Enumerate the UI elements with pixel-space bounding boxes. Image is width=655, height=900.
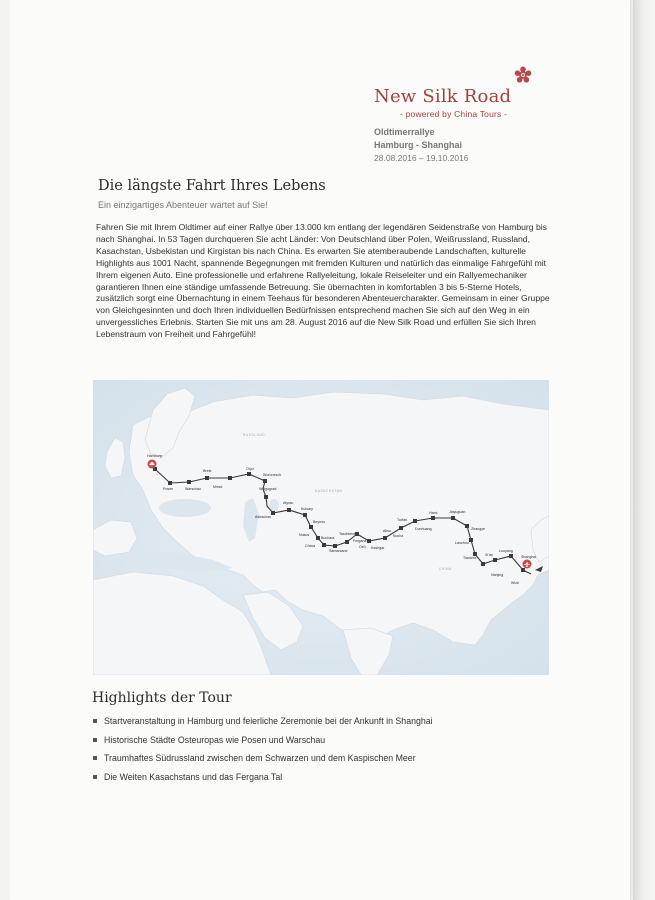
list-item: Traumhaftes Südrussland zwischen dem Schwarzen und dem Kaspischen Meer	[92, 753, 433, 772]
article-title: Die längste Fahrt Ihres Lebens	[98, 178, 326, 194]
city-marker	[187, 480, 191, 484]
city-label: Minsk	[213, 485, 223, 489]
city-marker	[383, 536, 387, 540]
region-label: KASACHSTAN	[315, 489, 343, 493]
list-item: Historische Städte Osteuropas wie Posen und Warschau	[92, 735, 433, 754]
event-name: Oldtimerrallye	[374, 127, 435, 137]
region-label: RUSSLAND	[243, 433, 266, 437]
brand-title: New Silk Road	[374, 86, 512, 107]
city-marker	[264, 495, 268, 499]
city-label: Astrachan	[255, 515, 272, 519]
list-item: Die Weiten Kasachstans und das Fergana Tal	[92, 772, 433, 791]
city-marker	[333, 544, 337, 548]
city-label: Atyrau	[283, 501, 294, 505]
city-label: Jiayuguan	[449, 510, 466, 514]
page-edge-shadow	[633, 0, 655, 900]
city-label: Zhangye	[471, 527, 485, 531]
city-marker	[205, 476, 209, 480]
city-marker	[399, 526, 403, 530]
city-label: Brest	[203, 469, 212, 473]
city-marker	[481, 562, 485, 566]
map-aral-sea	[269, 499, 279, 511]
city-label: Wuxi	[511, 581, 519, 585]
brand-tagline: - powered by China Tours -	[400, 109, 508, 119]
city-label: Kashgar	[371, 546, 385, 550]
city-marker	[303, 513, 307, 517]
city-marker	[521, 568, 525, 572]
city-marker	[271, 511, 275, 515]
city-label: Hami	[429, 511, 438, 515]
event-dates: 28.08.2016 – 19.10.2016	[374, 153, 469, 163]
city-marker	[509, 554, 513, 558]
flower-icon	[514, 66, 532, 84]
city-label: Buchara	[321, 536, 335, 540]
city-marker	[413, 519, 417, 523]
city-label: Turfan	[397, 518, 408, 522]
airplane-icon	[523, 560, 532, 569]
list-item: Startveranstaltung in Hamburg und feierliche Zeremonie bei der Ankunft in Shanghai	[92, 716, 433, 735]
city-marker	[287, 508, 291, 512]
city-label: Lanzhou	[455, 541, 469, 545]
city-label: Luoyang	[499, 549, 513, 553]
city-label: Warschau	[185, 487, 202, 491]
city-marker	[263, 479, 267, 483]
car-icon	[148, 460, 157, 469]
highlights-title: Highlights der Tour	[92, 690, 232, 706]
city-marker	[168, 481, 172, 485]
city-marker	[322, 543, 326, 547]
city-marker	[367, 539, 371, 543]
city-label: Aksu	[383, 529, 391, 533]
highlights-list	[92, 716, 433, 790]
city-marker	[309, 525, 313, 529]
city-label: Woronesch	[263, 473, 282, 477]
route-map-graphic	[93, 380, 549, 675]
city-marker	[493, 558, 497, 562]
city-marker	[228, 476, 232, 480]
city-label: Fergana	[353, 539, 367, 543]
city-label: Nanjing	[491, 573, 504, 577]
route-map	[93, 380, 549, 675]
city-label: Xi'an	[485, 553, 493, 557]
city-label: Wolgograd	[259, 487, 277, 491]
city-label: Shanghai	[521, 555, 537, 559]
city-marker	[345, 540, 349, 544]
city-label: Osh	[359, 545, 366, 549]
city-label: Samarkand	[329, 549, 348, 553]
city-marker	[316, 536, 320, 540]
city-label: Posen	[163, 487, 174, 491]
city-marker	[451, 516, 455, 520]
city-label: Orjol	[246, 467, 254, 471]
city-label: Nukus	[299, 533, 310, 537]
city-label: Beyneu	[313, 520, 326, 524]
city-marker	[469, 538, 473, 542]
city-label: Kucha	[393, 534, 404, 538]
event-route: Hamburg - Shanghai	[374, 140, 463, 150]
city-label: Hamburg	[147, 454, 162, 458]
map-black-sea	[159, 499, 211, 517]
city-label: Tianshui	[463, 556, 477, 560]
city-marker	[247, 472, 251, 476]
article-intro: Fahren Sie mit Ihrem Oldtimer auf einer Rallye über 13.000 km entlang der legendären Seidenstraße von Hamburg bis nach Shanghai. In 53 Tagen durchqueren Sie acht Länder: Von Deutschland über Polen, Weißrussland, Russland, Kasachstan, Usbekistan und Kirgistan bis nach China. Es erwarten Sie atemberaubende Landschaften, kulturelle Highlights aus 1001 Nacht, spannende Begegnungen mit fremden Kulturen und natürlich das einmalige Fahrgefühl mit Ihrem eigenen Auto. Eine professionelle und erfahrene Rallyeleitung, lokale Reiseleiter und ein Rallyemechaniker garantieren Ihnen eine ständige umfassende Betreuung. Sie übernachten in komfortablen 3 bis 5-Sterne Hotels, zusätzlich sorgt eine Übernachtung in einem Teehaus für besonderen Abenteuercharakter. Gemeinsam in einer Gruppe von Gleichgesinnten und doch Ihren individuellen Bedürfnissen entsprechend machen Sie sich auf den Weg in ein unvergessliches Erlebnis. Starten Sie mit uns am 28. August 2016 auf die New Silk Road und erfüllen Sie sich Ihren Lebenstraum von Freiheit und Fahrgefühl!	[96, 222, 550, 340]
city-label: Dunhuang	[415, 527, 432, 531]
city-marker	[431, 516, 435, 520]
city-marker	[355, 532, 359, 536]
city-marker	[465, 524, 469, 528]
region-label: CHINA	[439, 567, 452, 571]
city-label: Chiwa	[305, 544, 315, 548]
city-label: Kulsary	[301, 507, 313, 511]
city-label: Taschkent	[339, 532, 356, 536]
article-subtitle: Ein einzigartiges Abenteuer wartet auf Sie!	[98, 200, 268, 210]
